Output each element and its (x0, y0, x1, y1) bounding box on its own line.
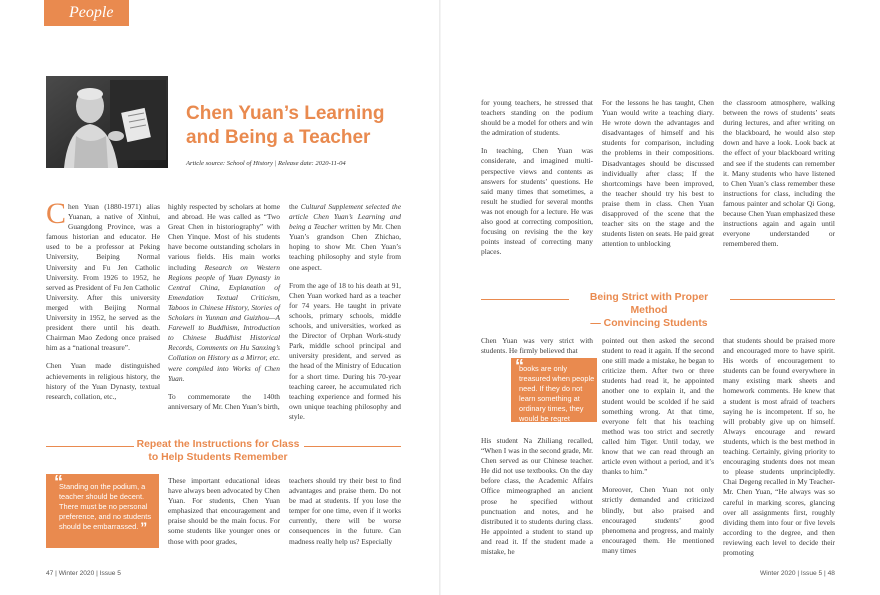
subhead-line: to Help Students Remember (148, 452, 288, 463)
paragraph (289, 202, 401, 273)
pull-quote-text (519, 364, 595, 434)
left-lower-column-3 (289, 476, 401, 555)
portrait-illustration (46, 76, 168, 168)
paragraph: For the lessons he has taught, Chen Yuan would write a teaching diary. He wrote down the advantages and disadvantages of himself and his students for comparison, including the problems in their compositions. Disadvantages should be discussed individually after class; If the shortcomings have been improved, the teacher should try his best to praise them in class. Chen Yuan disapproved of the scene that the teacher sits on the stage and the students listen on seats. He paid great attention to unblocking (602, 98, 714, 249)
footer-left: 47 | Winter 2020 | Issue 5 (46, 570, 121, 577)
paragraph: These important educational ideas have always been advocated by Chen Yuan. For students, Chen Yuan emphasized that encouragement and praise should be the main focus. For some students like younger ones or those with poor grades, (168, 476, 280, 546)
paragraph: that students should be praised more and encouraged more to have spirit. His words of encouragement to students can be found everywhere in many existing mark sheets and homework comments. He knew that a student is most afraid of teachers saying he is incompetent. If so, he will probably give up on himself. Always encourage and reward students, which is the best method in teaching. Certainly, giving priority to encouraging students does not mean to please students unprincipledly. Chai Degeng recalled in My Teacher-Mr. Chen Yuan, “He always was so careful in marking scores, glancing over all assignments first, roughly dividing them into four or five levels according to the degree, and then reviewing each level to decide their promoting (723, 336, 835, 557)
article-title (186, 102, 426, 150)
title-line-1: Chen Yuan’s Learning (186, 103, 385, 124)
paragraph-text: highly respected by scholars at home and abroad. He was called as “Two Great Chen in historiography” with Chen Yinque. Most of his students have become outstanding scholars in various fields. His main works including (168, 202, 280, 272)
paragraph: From the age of 18 to his death at 91, Chen Yuan worked hard as a teacher for 74 years. He taught in private schools, primary schools, middle schools, and universities, worked as the Director of Orphan Work-study Park, middle school principal and university president, and served as the head of the Ministry of Education for a short time. During his 70-year teaching career, he accumulated rich teaching experience and formed his own unique teaching philosophy and style. (289, 280, 401, 421)
cited-article: Cultural Supplement selected the article Chen Yuan’s Learning and being a Teacher (289, 202, 401, 232)
subhead-repeat-instructions (134, 438, 302, 464)
paragraph: the classroom atmosphere, walking between the rows of students’ seats during lectures, and after writing on the blackboard, he would also step down and have a look. Look back at the effect of your blackboard writing and see if the students can remember it. Many students who have listened to Chen Yuan’s class remember these instructions for class, including the famous painter and scholar Qi Gong, because Chen Yuan emphasized these instructions again and again until everyone understanded or remembered them. (723, 98, 835, 249)
paragraph: Chen Yuan made distinguished achievements in religious history, the history of the Yuan Dynasty, textual research, collation, etc., (46, 361, 160, 401)
section-tab (44, 0, 129, 26)
title-line-2: and Being a Teacher (186, 127, 371, 148)
right-lower-column-3 (723, 336, 835, 566)
pull-quote-2 (511, 356, 597, 433)
pull-quote-text (59, 482, 153, 535)
left-lower-column-2 (168, 476, 280, 555)
right-lower-column-2 (602, 336, 714, 564)
left-column-2 (168, 202, 280, 420)
section-label: People (69, 4, 114, 21)
right-lower-column-1b (481, 436, 593, 565)
open-quote-icon: “ (54, 472, 63, 492)
footer-right: Winter 2020 | Issue 5 | 48 (760, 570, 835, 577)
page-gutter (439, 0, 441, 595)
subhead-being-strict (570, 291, 728, 330)
subhead-line: Repeat the Instructions for Class (136, 439, 300, 450)
paragraph: for young teachers, he stressed that teachers standing on the podium should be a model for others and win the admiration of students. (481, 98, 593, 138)
paragraph: teachers should try their best to find advantages and praise them. Do not be mad at students. If you lose the temper for one time, even if it works currently, there will be worse consequences in the future. Can madness really help us? Especially (289, 476, 401, 546)
paragraph: pointed out then asked the second student to read it again. If the second one still made a mistake, he began to criticize them. After two or three students had read it, he appointed another one to explain it, and the student would be scolded if he said something wrong. At that time, everyone felt that his teaching method was too strict and secretly called him Tiger. Until today, we know that we can read through an article even without a period, and it’s thanks to him.” (602, 336, 714, 477)
subhead-rule-right (730, 299, 835, 300)
paragraph-text: hen Yuan (1880-1971) alias Yuanan, a native of Xinhui, Guangdong Province, was a famous historian and educator. He used to be a professor at Peking University, Beiping Normal University and Fu Jen Catholic University. From 1926 to 1952, he served as President of Fu Jen Catholic University. After this university merged with Beijing Normal University in 1952, he served as the president there until his death. Chairman Mao Zedong once praised him as a “national treasure”. (46, 202, 160, 353)
paragraph: Chen Yuan was very strict with students. He firmly believed that (481, 336, 593, 356)
open-quote-icon: “ (515, 356, 524, 376)
drop-cap: C (46, 197, 67, 230)
paragraph-text: the (289, 202, 301, 211)
right-column-2 (602, 98, 714, 257)
paragraph (46, 197, 160, 353)
subhead-rule-left (481, 299, 569, 300)
paragraph: In teaching, Chen Yuan was considerate, and imagined multi-perspective views and contents as answers for students’ questions. He said many times that sometimes, a result he studied for several months was not enough for a lecture. He was also good at correcting composition, focusing on revising the the key points instead of correcting many places. (481, 146, 593, 257)
paragraph (168, 202, 280, 384)
subhead-rule-right (304, 446, 401, 447)
works-list: Research on Western Regions people of Yuan Dynasty in Central China, Explanation of Emendation Textual Criticism, Taboos in Chinese History, Stories of Scholars in Yunnan and Guizhou—A Farewell to Buddhism, Introduction to Chinese Buddhist Historical Records, Comments on Hu Sanxing’s Collation on History as a Mirror, etc. were compiled into Works of Chen Yuan. (168, 262, 280, 383)
right-column-1 (481, 98, 593, 265)
subhead-line: Being Strict with Proper Method (589, 292, 709, 316)
close-quote-icon: ” (140, 519, 148, 535)
article-byline: Article source: School of History | Release date: 2020-11-04 (186, 160, 346, 167)
subhead-rule-left (46, 446, 134, 447)
pull-quote-1 (46, 474, 159, 548)
quote-body: books are only treasured when people need. If they do not learn something at ordinary times, they would be regret permanently. (519, 364, 595, 433)
paragraph: Moreover, Chen Yuan not only strictly demanded and criticized blindly, but also praised and encouraged students’ good phenomena and progress, and mainly encouraged them. He mentioned many times (602, 485, 714, 555)
subhead-line: — Convincing Students (590, 318, 708, 329)
right-column-3 (723, 98, 835, 257)
portrait-photo (46, 76, 168, 168)
paragraph: To commemorate the 140th anniversary of Mr. Chen Yuan’s birth, (168, 391, 280, 411)
quote-body: Standing on the podium, a teacher should be decent. There must be no personal preference, and no students should be embarrassed. (59, 482, 152, 531)
left-column-3 (289, 202, 401, 430)
paragraph: His student Na Zhiliang recalled, “When I was in the second grade, Mr. Chen served as our Chinese teacher. He did not use textbooks. On the day before class, the Academic Affairs Office mimeographed an ancient prose he specified without punctuation and notes, and he distributed it to students during class. He appointed a student to stand up and read it. If the student made a mistake, he (481, 436, 593, 557)
left-column-1 (46, 197, 160, 410)
paragraph-text: written by Mr. Chen Yuan’s grandson Chen Zhichao, hoping to show Mr. Chen Yuan’s teaching philosophy and style from one aspect. (289, 222, 401, 272)
